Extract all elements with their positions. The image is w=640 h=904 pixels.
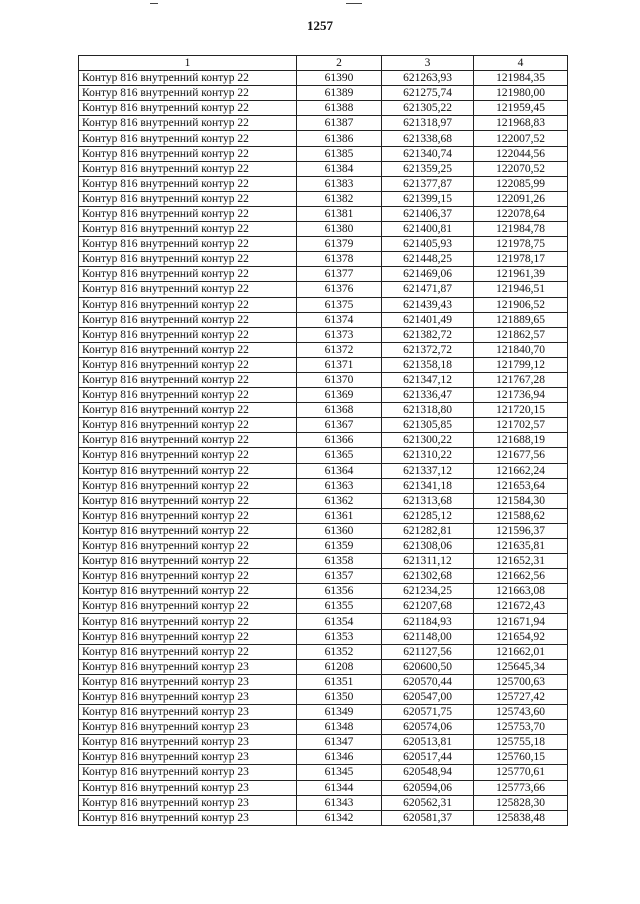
contour-name-cell: Контур 816 внутренний контур 23 <box>79 780 297 795</box>
table-row <box>79 493 568 508</box>
x-coordinate-cell: 621337,12 <box>382 463 474 478</box>
point-number-cell: 61354 <box>297 614 382 629</box>
table-row <box>79 584 568 599</box>
contour-name-cell: Контур 816 внутренний контур 22 <box>79 372 297 387</box>
contour-name-cell: Контур 816 внутренний контур 22 <box>79 508 297 523</box>
x-coordinate-cell: 621275,74 <box>382 86 474 101</box>
y-coordinate-cell: 125828,30 <box>474 795 568 810</box>
point-number-cell: 61371 <box>297 357 382 372</box>
x-coordinate-cell: 620574,06 <box>382 720 474 735</box>
point-number-cell: 61383 <box>297 176 382 191</box>
point-number-cell: 61382 <box>297 191 382 206</box>
point-number-cell: 61208 <box>297 659 382 674</box>
page-number: 1257 <box>307 18 333 33</box>
y-coordinate-cell: 125773,66 <box>474 780 568 795</box>
y-coordinate-cell: 125645,34 <box>474 659 568 674</box>
table-row <box>79 765 568 780</box>
point-number-cell: 61343 <box>297 795 382 810</box>
point-number-cell: 61374 <box>297 312 382 327</box>
y-coordinate-cell: 125760,15 <box>474 750 568 765</box>
y-coordinate-cell: 121672,43 <box>474 599 568 614</box>
table-row <box>79 539 568 554</box>
y-coordinate-cell: 125755,18 <box>474 735 568 750</box>
x-coordinate-cell: 620594,06 <box>382 780 474 795</box>
point-number-cell: 61342 <box>297 810 382 825</box>
table-row <box>79 237 568 252</box>
x-coordinate-cell: 621207,68 <box>382 599 474 614</box>
contour-name-cell: Контур 816 внутренний контур 23 <box>79 674 297 689</box>
y-coordinate-cell: 121906,52 <box>474 297 568 312</box>
table-row <box>79 418 568 433</box>
table-row <box>79 478 568 493</box>
contour-name-cell: Контур 816 внутренний контур 22 <box>79 222 297 237</box>
y-coordinate-cell: 121720,15 <box>474 403 568 418</box>
contour-name-cell: Контур 816 внутренний контур 22 <box>79 312 297 327</box>
point-number-cell: 61376 <box>297 282 382 297</box>
table-row <box>79 252 568 267</box>
point-number-cell: 61361 <box>297 508 382 523</box>
y-coordinate-cell: 121662,01 <box>474 644 568 659</box>
table-row <box>79 357 568 372</box>
y-coordinate-cell: 125700,63 <box>474 674 568 689</box>
table-row <box>79 599 568 614</box>
y-coordinate-cell: 121984,35 <box>474 71 568 86</box>
table-body <box>79 71 568 826</box>
x-coordinate-cell: 620571,75 <box>382 705 474 720</box>
x-coordinate-cell: 621382,72 <box>382 327 474 342</box>
x-coordinate-cell: 621336,47 <box>382 388 474 403</box>
table-row <box>79 735 568 750</box>
y-coordinate-cell: 125727,42 <box>474 689 568 704</box>
point-number-cell: 61349 <box>297 705 382 720</box>
x-coordinate-cell: 621311,12 <box>382 554 474 569</box>
point-number-cell: 61389 <box>297 86 382 101</box>
point-number-cell: 61367 <box>297 418 382 433</box>
y-coordinate-cell: 121862,57 <box>474 327 568 342</box>
contour-name-cell: Контур 816 внутренний контур 23 <box>79 795 297 810</box>
y-coordinate-cell: 125753,70 <box>474 720 568 735</box>
point-number-cell: 61375 <box>297 297 382 312</box>
x-coordinate-cell: 621300,22 <box>382 433 474 448</box>
contour-name-cell: Контур 816 внутренний контур 22 <box>79 584 297 599</box>
y-coordinate-cell: 121671,94 <box>474 614 568 629</box>
y-coordinate-cell: 121702,57 <box>474 418 568 433</box>
y-coordinate-cell: 121654,92 <box>474 629 568 644</box>
contour-name-cell: Контур 816 внутренний контур 22 <box>79 297 297 312</box>
contour-name-cell: Контур 816 внутренний контур 22 <box>79 116 297 131</box>
contour-name-cell: Контур 816 внутренний контур 22 <box>79 267 297 282</box>
contour-name-cell: Контур 816 внутренний контур 22 <box>79 463 297 478</box>
point-number-cell: 61350 <box>297 689 382 704</box>
point-number-cell: 61353 <box>297 629 382 644</box>
x-coordinate-cell: 620517,44 <box>382 750 474 765</box>
contour-name-cell: Контур 816 внутренний контур 22 <box>79 71 297 86</box>
table-row <box>79 750 568 765</box>
y-coordinate-cell: 122085,99 <box>474 176 568 191</box>
contour-name-cell: Контур 816 внутренний контур 22 <box>79 644 297 659</box>
x-coordinate-cell: 621285,12 <box>382 508 474 523</box>
contour-name-cell: Контур 816 внутренний контур 22 <box>79 252 297 267</box>
x-coordinate-cell: 621127,56 <box>382 644 474 659</box>
x-coordinate-cell: 621302,68 <box>382 569 474 584</box>
table-row <box>79 176 568 191</box>
contour-name-cell: Контур 816 внутренний контур 23 <box>79 735 297 750</box>
point-number-cell: 61370 <box>297 372 382 387</box>
y-coordinate-cell: 121596,37 <box>474 523 568 538</box>
table-row <box>79 659 568 674</box>
point-number-cell: 61381 <box>297 206 382 221</box>
y-coordinate-cell: 121959,45 <box>474 101 568 116</box>
point-number-cell: 61346 <box>297 750 382 765</box>
point-number-cell: 61348 <box>297 720 382 735</box>
contour-name-cell: Контур 816 внутренний контур 22 <box>79 403 297 418</box>
x-coordinate-cell: 621399,15 <box>382 191 474 206</box>
table-row <box>79 161 568 176</box>
x-coordinate-cell: 621340,74 <box>382 146 474 161</box>
point-number-cell: 61345 <box>297 765 382 780</box>
table-row <box>79 523 568 538</box>
x-coordinate-cell: 620513,81 <box>382 735 474 750</box>
point-number-cell: 61347 <box>297 735 382 750</box>
contour-name-cell: Контур 816 внутренний контур 22 <box>79 146 297 161</box>
contour-name-cell: Контур 816 внутренний контур 23 <box>79 689 297 704</box>
x-coordinate-cell: 621263,93 <box>382 71 474 86</box>
y-coordinate-cell: 121635,81 <box>474 539 568 554</box>
y-coordinate-cell: 121663,08 <box>474 584 568 599</box>
x-coordinate-cell: 620570,44 <box>382 674 474 689</box>
point-number-cell: 61357 <box>297 569 382 584</box>
y-coordinate-cell: 121662,24 <box>474 463 568 478</box>
table-row <box>79 463 568 478</box>
x-coordinate-cell: 621347,12 <box>382 372 474 387</box>
point-number-cell: 61360 <box>297 523 382 538</box>
x-coordinate-cell: 620600,50 <box>382 659 474 674</box>
point-number-cell: 61373 <box>297 327 382 342</box>
y-coordinate-cell: 122070,52 <box>474 161 568 176</box>
table-row <box>79 146 568 161</box>
contour-name-cell: Контур 816 внутренний контур 23 <box>79 720 297 735</box>
y-coordinate-cell: 121840,70 <box>474 342 568 357</box>
y-coordinate-cell: 121978,17 <box>474 252 568 267</box>
contour-name-cell: Контур 816 внутренний контур 22 <box>79 206 297 221</box>
y-coordinate-cell: 121961,39 <box>474 267 568 282</box>
table-row <box>79 131 568 146</box>
contour-name-cell: Контур 816 внутренний контур 22 <box>79 357 297 372</box>
point-number-cell: 61384 <box>297 161 382 176</box>
table-row <box>79 222 568 237</box>
x-coordinate-cell: 621318,80 <box>382 403 474 418</box>
contour-name-cell: Контур 816 внутренний контур 23 <box>79 705 297 720</box>
y-coordinate-cell: 122091,26 <box>474 191 568 206</box>
x-coordinate-cell: 621305,22 <box>382 101 474 116</box>
point-number-cell: 61386 <box>297 131 382 146</box>
point-number-cell: 61356 <box>297 584 382 599</box>
contour-name-cell: Контур 816 внутренний контур 23 <box>79 765 297 780</box>
table-row <box>79 312 568 327</box>
contour-name-cell: Контур 816 внутренний контур 22 <box>79 629 297 644</box>
y-coordinate-cell: 121653,64 <box>474 478 568 493</box>
table-row <box>79 689 568 704</box>
table-row <box>79 372 568 387</box>
table-row <box>79 795 568 810</box>
point-number-cell: 61387 <box>297 116 382 131</box>
y-coordinate-cell: 125770,61 <box>474 765 568 780</box>
contour-name-cell: Контур 816 внутренний контур 23 <box>79 810 297 825</box>
table-header-row <box>79 56 568 71</box>
y-coordinate-cell: 121688,19 <box>474 433 568 448</box>
contour-name-cell: Контур 816 внутренний контур 22 <box>79 433 297 448</box>
y-coordinate-cell: 125838,48 <box>474 810 568 825</box>
table-row <box>79 448 568 463</box>
table-row <box>79 554 568 569</box>
point-number-cell: 61359 <box>297 539 382 554</box>
point-number-cell: 61363 <box>297 478 382 493</box>
point-number-cell: 61372 <box>297 342 382 357</box>
y-coordinate-cell: 121799,12 <box>474 357 568 372</box>
table-row <box>79 780 568 795</box>
contour-name-cell: Контур 816 внутренний контур 22 <box>79 478 297 493</box>
table-row <box>79 508 568 523</box>
point-number-cell: 61355 <box>297 599 382 614</box>
table-row <box>79 403 568 418</box>
column-header: 4 <box>474 56 568 71</box>
y-coordinate-cell: 121984,78 <box>474 222 568 237</box>
contour-name-cell: Контур 816 внутренний контур 22 <box>79 493 297 508</box>
contour-name-cell: Контур 816 внутренний контур 23 <box>79 750 297 765</box>
table-row <box>79 629 568 644</box>
x-coordinate-cell: 621471,87 <box>382 282 474 297</box>
contour-name-cell: Контур 816 внутренний контур 22 <box>79 131 297 146</box>
point-number-cell: 61368 <box>297 403 382 418</box>
x-coordinate-cell: 621372,72 <box>382 342 474 357</box>
y-coordinate-cell: 121980,00 <box>474 86 568 101</box>
table-row <box>79 101 568 116</box>
contour-name-cell: Контур 816 внутренний контур 22 <box>79 342 297 357</box>
point-number-cell: 61351 <box>297 674 382 689</box>
x-coordinate-cell: 621439,43 <box>382 297 474 312</box>
contour-name-cell: Контур 816 внутренний контур 22 <box>79 448 297 463</box>
table-row <box>79 206 568 221</box>
table-row <box>79 433 568 448</box>
contour-name-cell: Контур 816 внутренний контур 22 <box>79 282 297 297</box>
contour-name-cell: Контур 816 внутренний контур 22 <box>79 539 297 554</box>
table-row <box>79 267 568 282</box>
contour-name-cell: Контур 816 внутренний контур 22 <box>79 554 297 569</box>
y-coordinate-cell: 125743,60 <box>474 705 568 720</box>
contour-name-cell: Контур 816 внутренний контур 22 <box>79 176 297 191</box>
y-coordinate-cell: 121968,83 <box>474 116 568 131</box>
x-coordinate-cell: 621310,22 <box>382 448 474 463</box>
y-coordinate-cell: 121736,94 <box>474 388 568 403</box>
table-row <box>79 327 568 342</box>
point-number-cell: 61365 <box>297 448 382 463</box>
x-coordinate-cell: 621318,97 <box>382 116 474 131</box>
y-coordinate-cell: 121652,31 <box>474 554 568 569</box>
table-row <box>79 644 568 659</box>
contour-name-cell: Контур 816 внутренний контур 22 <box>79 191 297 206</box>
x-coordinate-cell: 621341,18 <box>382 478 474 493</box>
contour-name-cell: Контур 816 внутренний контур 22 <box>79 388 297 403</box>
y-coordinate-cell: 121677,56 <box>474 448 568 463</box>
column-header: 2 <box>297 56 382 71</box>
y-coordinate-cell: 121946,51 <box>474 282 568 297</box>
y-coordinate-cell: 121978,75 <box>474 237 568 252</box>
point-number-cell: 61362 <box>297 493 382 508</box>
point-number-cell: 61352 <box>297 644 382 659</box>
point-number-cell: 61358 <box>297 554 382 569</box>
contour-name-cell: Контур 816 внутренний контур 22 <box>79 523 297 538</box>
point-number-cell: 61364 <box>297 463 382 478</box>
column-header: 3 <box>382 56 474 71</box>
table-row <box>79 297 568 312</box>
point-number-cell: 61385 <box>297 146 382 161</box>
point-number-cell: 61388 <box>297 101 382 116</box>
point-number-cell: 61366 <box>297 433 382 448</box>
point-number-cell: 61380 <box>297 222 382 237</box>
table-row <box>79 674 568 689</box>
x-coordinate-cell: 621400,81 <box>382 222 474 237</box>
contour-name-cell: Контур 816 внутренний контур 22 <box>79 86 297 101</box>
x-coordinate-cell: 621469,06 <box>382 267 474 282</box>
x-coordinate-cell: 620581,37 <box>382 810 474 825</box>
table-row <box>79 71 568 86</box>
y-coordinate-cell: 121889,65 <box>474 312 568 327</box>
point-number-cell: 61390 <box>297 71 382 86</box>
table-row <box>79 569 568 584</box>
x-coordinate-cell: 620562,31 <box>382 795 474 810</box>
table-row <box>79 720 568 735</box>
x-coordinate-cell: 621282,81 <box>382 523 474 538</box>
table-row <box>79 191 568 206</box>
table-row <box>79 86 568 101</box>
x-coordinate-cell: 621308,06 <box>382 539 474 554</box>
y-coordinate-cell: 121588,62 <box>474 508 568 523</box>
point-number-cell: 61377 <box>297 267 382 282</box>
x-coordinate-cell: 621406,37 <box>382 206 474 221</box>
y-coordinate-cell: 121767,28 <box>474 372 568 387</box>
x-coordinate-cell: 621313,68 <box>382 493 474 508</box>
contour-name-cell: Контур 816 внутренний контур 22 <box>79 327 297 342</box>
table-row <box>79 116 568 131</box>
contour-name-cell: Контур 816 внутренний контур 22 <box>79 599 297 614</box>
x-coordinate-cell: 621148,00 <box>382 629 474 644</box>
contour-name-cell: Контур 816 внутренний контур 22 <box>79 418 297 433</box>
y-coordinate-cell: 122044,56 <box>474 146 568 161</box>
table-row <box>79 810 568 825</box>
y-coordinate-cell: 122078,64 <box>474 206 568 221</box>
contour-name-cell: Контур 816 внутренний контур 22 <box>79 614 297 629</box>
x-coordinate-cell: 621377,87 <box>382 176 474 191</box>
point-number-cell: 61379 <box>297 237 382 252</box>
scan-marks <box>150 3 370 7</box>
contour-name-cell: Контур 816 внутренний контур 22 <box>79 237 297 252</box>
table-row <box>79 705 568 720</box>
point-number-cell: 61369 <box>297 388 382 403</box>
table-row <box>79 282 568 297</box>
x-coordinate-cell: 620547,00 <box>382 689 474 704</box>
table-row <box>79 342 568 357</box>
contour-name-cell: Контур 816 внутренний контур 23 <box>79 659 297 674</box>
x-coordinate-cell: 621401,49 <box>382 312 474 327</box>
column-header: 1 <box>79 56 297 71</box>
x-coordinate-cell: 621234,25 <box>382 584 474 599</box>
y-coordinate-cell: 121584,30 <box>474 493 568 508</box>
x-coordinate-cell: 621358,18 <box>382 357 474 372</box>
x-coordinate-cell: 621184,93 <box>382 614 474 629</box>
x-coordinate-cell: 621448,25 <box>382 252 474 267</box>
table-row <box>79 614 568 629</box>
x-coordinate-cell: 621359,25 <box>382 161 474 176</box>
x-coordinate-cell: 621405,93 <box>382 237 474 252</box>
point-number-cell: 61344 <box>297 780 382 795</box>
coordinates-table <box>78 55 568 826</box>
contour-name-cell: Контур 816 внутренний контур 22 <box>79 101 297 116</box>
x-coordinate-cell: 621305,85 <box>382 418 474 433</box>
x-coordinate-cell: 621338,68 <box>382 131 474 146</box>
point-number-cell: 61378 <box>297 252 382 267</box>
y-coordinate-cell: 122007,52 <box>474 131 568 146</box>
contour-name-cell: Контур 816 внутренний контур 22 <box>79 569 297 584</box>
contour-name-cell: Контур 816 внутренний контур 22 <box>79 161 297 176</box>
y-coordinate-cell: 121662,56 <box>474 569 568 584</box>
x-coordinate-cell: 620548,94 <box>382 765 474 780</box>
table-row <box>79 388 568 403</box>
